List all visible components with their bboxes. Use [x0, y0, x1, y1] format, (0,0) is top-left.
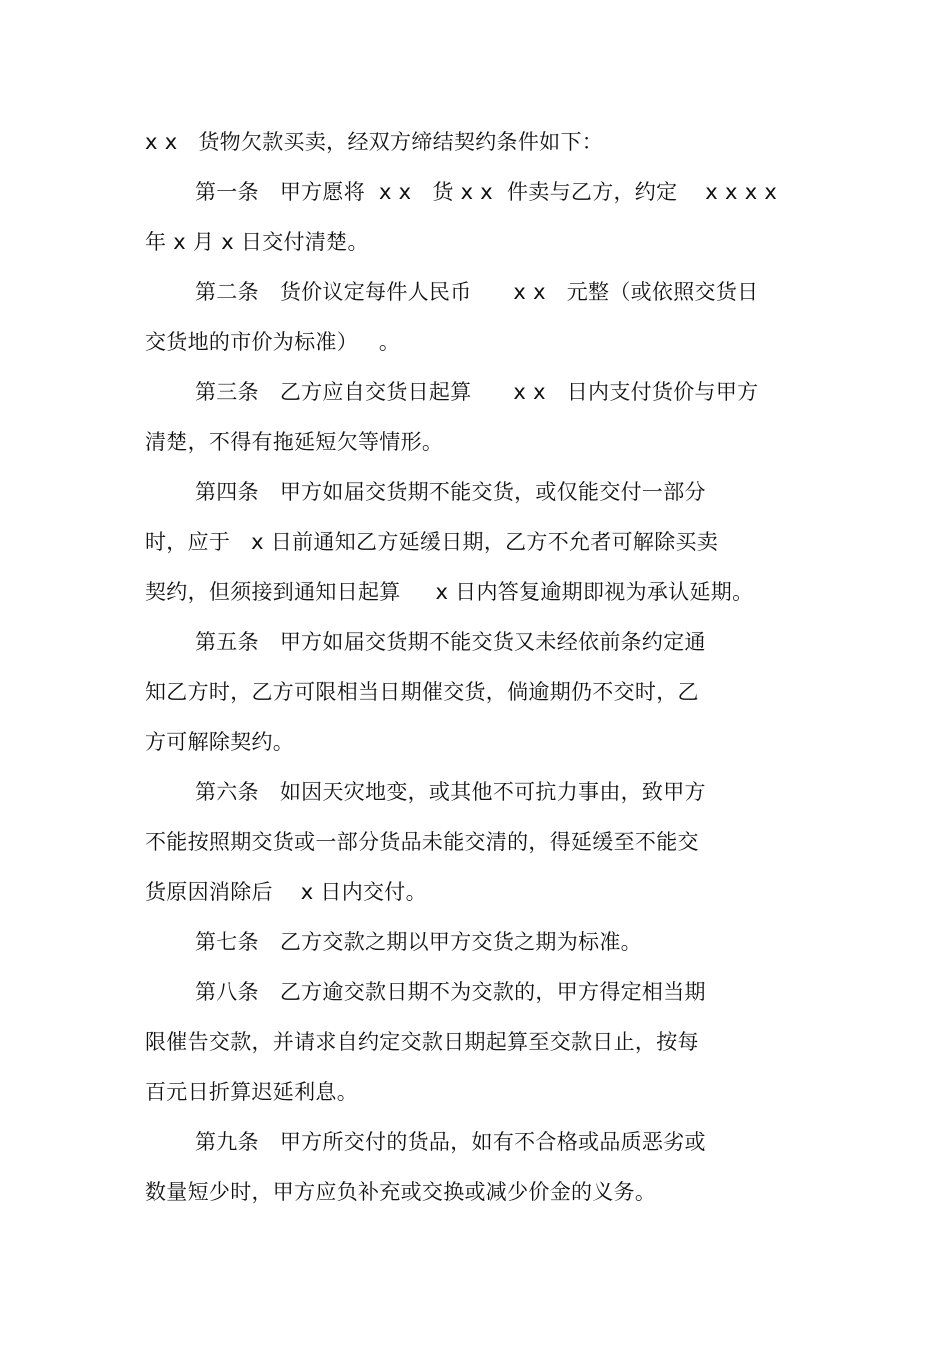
clause-1-line-1: 第一条 甲方愿将 x x 货 x x 件卖与乙方，约定 x x x x	[195, 180, 778, 204]
clause-6-line-3: 货原因消除后 x 日内交付。	[145, 880, 427, 904]
intro-line: x x 货物欠款买卖，经双方缔结契约条件如下：	[145, 130, 604, 154]
clause-3-line-2: 清楚，不得有拖延短欠等情形。	[145, 430, 444, 454]
clause-2-line-1: 第二条 货价议定每件人民币 x x 元整（或依照交货日	[195, 280, 759, 304]
clause-5-line-3: 方可解除契约。	[145, 730, 295, 754]
clause-8-line-1: 第八条 乙方逾交款日期不为交款的，甲方得定相当期	[195, 980, 706, 1004]
clause-3-line-1: 第三条 乙方应自交货日起算 x x 日内支付货价与甲方	[195, 380, 759, 404]
clause-8-line-2: 限催告交款，并请求自约定交款日期起算至交款日止，按每	[145, 1030, 699, 1054]
clause-2-line-2: 交货地的市价为标准） 。	[145, 330, 401, 354]
clause-1-line-2: 年 x 月 x 日交付清楚。	[145, 230, 369, 254]
clause-7-line-1: 第七条 乙方交款之期以甲方交货之期为标准。	[195, 930, 642, 954]
clause-9-line-1: 第九条 甲方所交付的货品，如有不合格或品质恶劣或	[195, 1130, 706, 1154]
clause-6-line-1: 第六条 如因天灾地变，或其他不可抗力事由，致甲方	[195, 780, 706, 804]
clause-5-line-2: 知乙方时，乙方可限相当日期催交货，倘逾期仍不交时，乙	[145, 680, 699, 704]
clause-4-line-2: 时，应于 x 日前通知乙方延缓日期，乙方不允者可解除买卖	[145, 530, 719, 554]
clause-8-line-3: 百元日折算迟延利息。	[145, 1080, 358, 1104]
clause-4-line-3: 契约，但须接到通知日起算 x 日内答复逾期即视为承认延期。	[145, 580, 754, 604]
clause-4-line-1: 第四条 甲方如届交货期不能交货，或仅能交付一部分	[195, 480, 706, 504]
clause-6-line-2: 不能按照期交货或一部分货品未能交清的，得延缓至不能交	[145, 830, 699, 854]
clause-9-line-2: 数量短少时，甲方应负补充或交换或减少价金的义务。	[145, 1180, 657, 1204]
clause-5-line-1: 第五条 甲方如届交货期不能交货又未经依前条约定通	[195, 630, 706, 654]
